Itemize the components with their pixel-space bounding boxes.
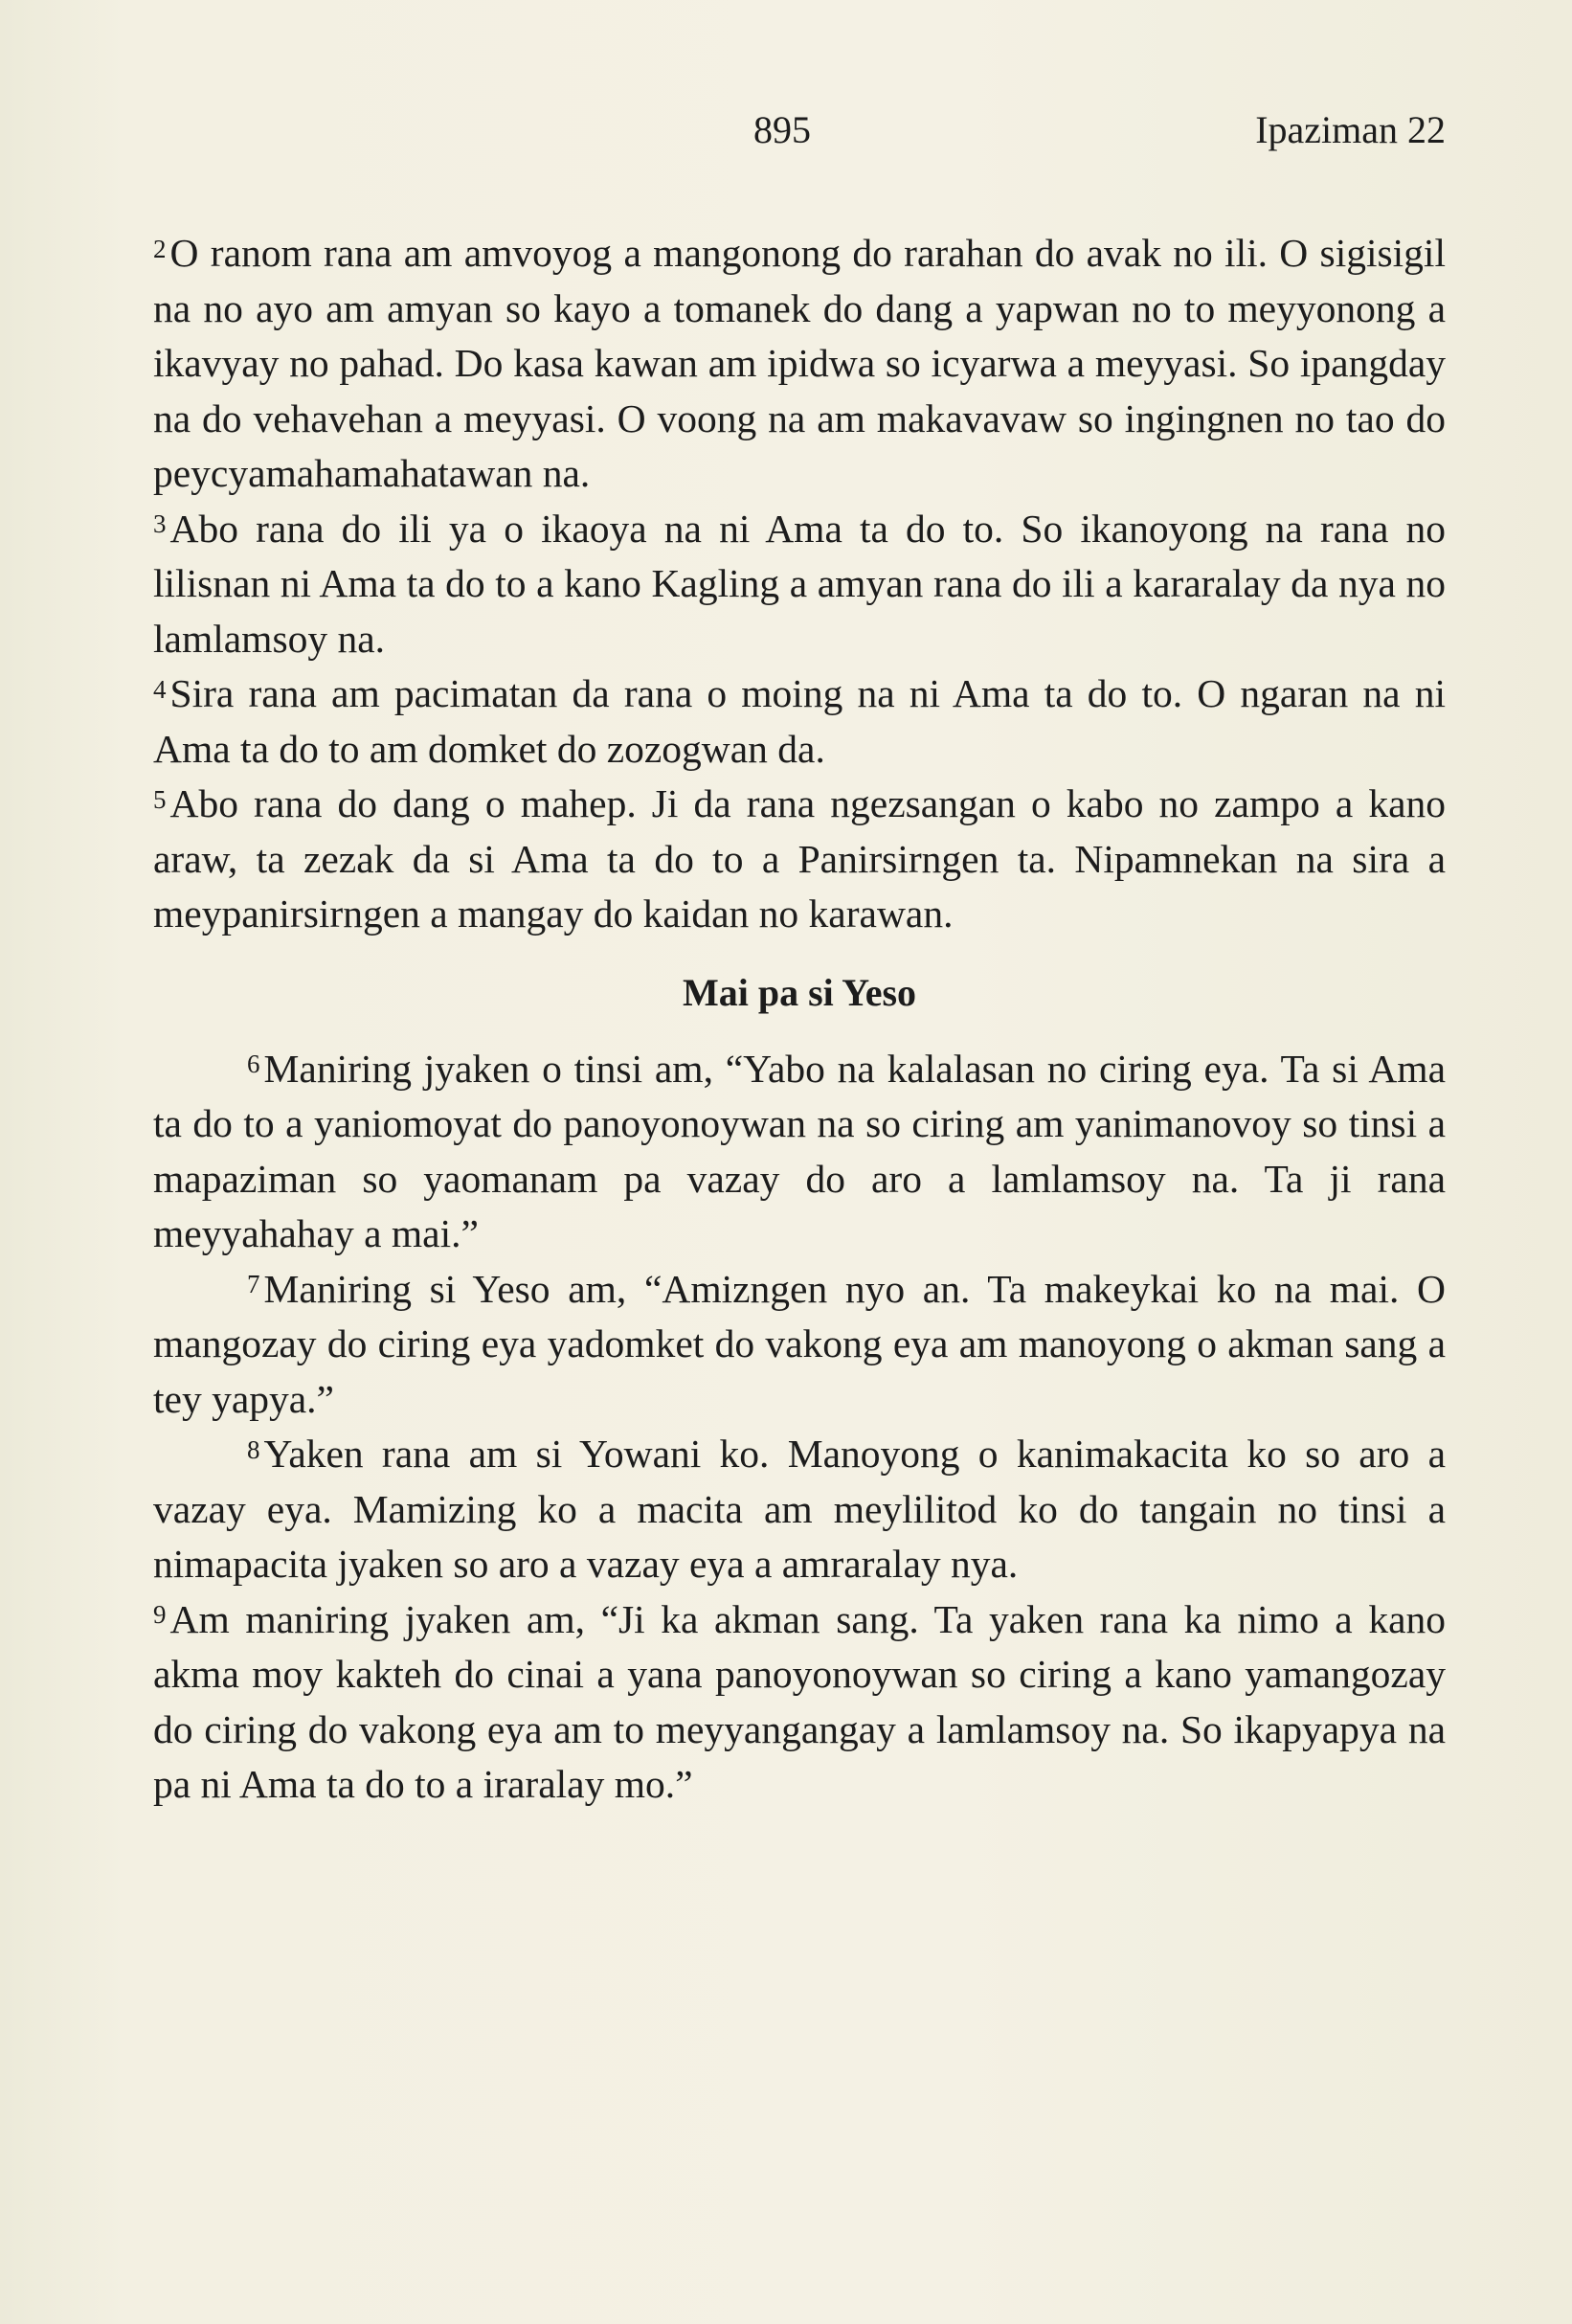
page-header [153, 107, 1446, 165]
verse-text: Sira rana am pacimatan da rana o moing na ni Ama ta do to. O ngaran na ni Ama ta do to am domket do zozogwan da. [153, 671, 1446, 771]
section-heading: Mai pa si Yeso [682, 970, 917, 1014]
verse-number: 7 [247, 1270, 260, 1299]
running-head: Ipaziman 22 [1255, 108, 1446, 151]
verse-8 [153, 1427, 1446, 1592]
verse-text: Yaken rana am si Yowani ko. Manoyong o kanimakacita ko so aro a vazay eya. Mamizing ko a macita am meylilitod ko do tangain no tinsi a nimapacita jyaken so aro a vazay eya a amraralay nya. [153, 1432, 1446, 1586]
verse-6 [153, 1042, 1446, 1262]
verse-text: O ranom rana am amvoyog a mangonong do rarahan do avak no ili. O sigisigil na no ayo am amyan so kayo a tomanek do dang a yapwan no to meyyonong a ikavyay no pahad. Do kasa kawan am ipidwa so icyarwa a meyyasi. So ipangday na do vehavehan a meyyasi. O voong na am makavavaw so ingingnen no tao do peycyamahamahatawan na. [153, 231, 1446, 495]
verse-number: 2 [153, 234, 167, 263]
verse-text: Am maniring jyaken am, “Ji ka akman sang. Ta yaken rana ka nimo a kano akma moy kakteh do cinai a yana panoyonoywan so ciring a kano yamangozay do ciring do vakong eya am to meyyangangay a lamlamsoy na. So ikapyapya na pa ni Ama ta do to a iraralay mo.” [153, 1596, 1446, 1806]
verse-number: 3 [153, 509, 167, 539]
verse-9 [153, 1592, 1446, 1813]
verse-3 [153, 502, 1446, 667]
verse-number: 5 [153, 784, 167, 814]
verse-text: Maniring si Yeso am, “Amizngen nyo an. Ta makeykai ko na mai. O mangozay do ciring eya yadomket do vakong eya am manoyong o akman sang a tey yapya.” [153, 1266, 1446, 1421]
verse-number: 6 [247, 1049, 260, 1079]
verse-4 [153, 666, 1446, 777]
verse-text: Abo rana do ili ya o ikaoya na ni Ama ta do to. So ikanoyong na rana no lilisnan ni Ama ta do to a kano Kagling a amyan rana do ili a kararalay da nya no lamlamsoy na. [153, 506, 1446, 661]
body-text [153, 226, 1446, 1813]
verse-number: 9 [153, 1600, 167, 1630]
verse-number: 8 [247, 1434, 260, 1464]
verse-number: 4 [153, 674, 167, 704]
verse-text: Abo rana do dang o mahep. Ji da rana ngezsangan o kabo no zampo a kano araw, ta zezak da si Ama ta do to a Panirsirngen ta. Nipamnekan na sira a meypanirsirngen a mangay do kaidan no karawan. [153, 781, 1446, 936]
verse-5 [153, 777, 1446, 942]
page-number: 895 [753, 108, 811, 151]
verse-text: Maniring jyaken o tinsi am, “Yabo na kalalasan no ciring eya. Ta si Ama ta do to a yaniomoyat do panoyonoywan na so ciring am yanimanovoy so tinsi a mapaziman so yaomanam pa vazay do aro a lamlamsoy na. Ta ji rana meyyahahay a mai.” [153, 1046, 1446, 1255]
verse-2 [153, 226, 1446, 502]
verse-7 [153, 1262, 1446, 1428]
